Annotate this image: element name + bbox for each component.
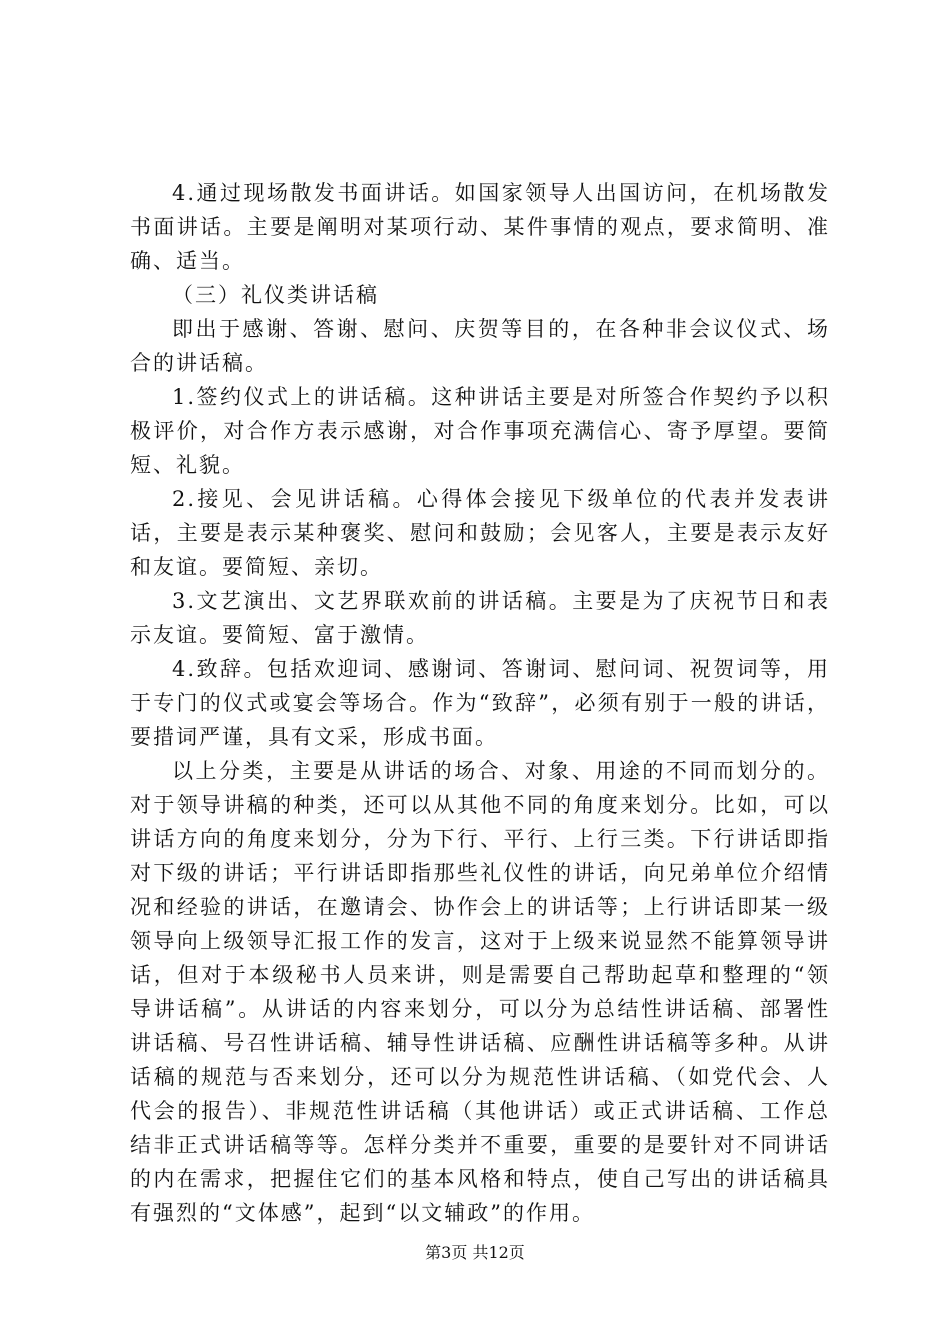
paragraph-signing-ceremony: 1.签约仪式上的讲话稿。这种讲话主要是对所签合作契约予以积极评价，对合作方表示感谢，对合作事项充满信心、寄予厚望。要简短、礼貌。 xyxy=(130,385,830,477)
paragraph-written-speech: 4.通过现场散发书面讲话。如国家领导人出国访问，在机场散发书面讲话。主要是阐明对某项行动、某件事情的观点，要求简明、准确、适当。 xyxy=(130,181,830,273)
document-body xyxy=(130,176,830,1230)
page-number-footer: 第3页 共12页 xyxy=(425,1243,525,1262)
paragraph-art-performance: 3.文艺演出、文艺界联欢前的讲话稿。主要是为了庆祝节日和表示友谊。要简短、富于激情。 xyxy=(130,589,830,647)
paragraph-address: 4.致辞。包括欢迎词、感谢词、答谢词、慰问词、祝贺词等，用于专门的仪式或宴会等场合。作为“致辞”，必须有别于一般的讲话，要措词严谨，具有文采，形成书面。 xyxy=(130,657,830,749)
section-heading-etiquette: （三）礼仪类讲话稿 xyxy=(172,283,379,307)
paragraph-etiquette-intro: 即出于感谢、答谢、慰问、庆贺等目的，在各种非会议仪式、场合的讲话稿。 xyxy=(130,317,830,375)
paragraph-reception-meeting: 2.接见、会见讲话稿。心得体会接见下级单位的代表并发表讲话，主要是表示某种褒奖、慰问和鼓励；会见客人，主要是表示友好和友谊。要简短、亲切。 xyxy=(130,487,830,579)
paragraph-classification-summary: 以上分类，主要是从讲话的场合、对象、用途的不同而划分的。对于领导讲稿的种类，还可以从其他不同的角度来划分。比如，可以讲话方向的角度来划分，分为下行、平行、上行三类。下行讲话即指对下级的讲话；平行讲话即指那些礼仪性的讲话，向兄弟单位介绍情况和经验的讲话，在邀请会、协作会上的讲话等；上行讲话即某一级领导向上级领导汇报工作的发言，这对于上级来说显然不能算领导讲话，但对于本级秘书人员来讲，则是需要自己帮助起草和整理的“领导讲话稿”。从讲话的内容来划分，可以分为总结性讲话稿、部署性讲话稿、号召性讲话稿、辅导性讲话稿、应酬性讲话稿等多种。从讲话稿的规范与否来划分，还可以分为规范性讲话稿、（如党代会、人代会的报告）、非规范性讲话稿（其他讲话）或正式讲话稿、工作总结非正式讲话稿等等。怎样分类并不重要，重要的是要针对不同讲话的内在需求，把握住它们的基本风格和特点，使自己写出的讲话稿具有强烈的“文体感”，起到“以文辅政”的作用。 xyxy=(130,759,830,1225)
